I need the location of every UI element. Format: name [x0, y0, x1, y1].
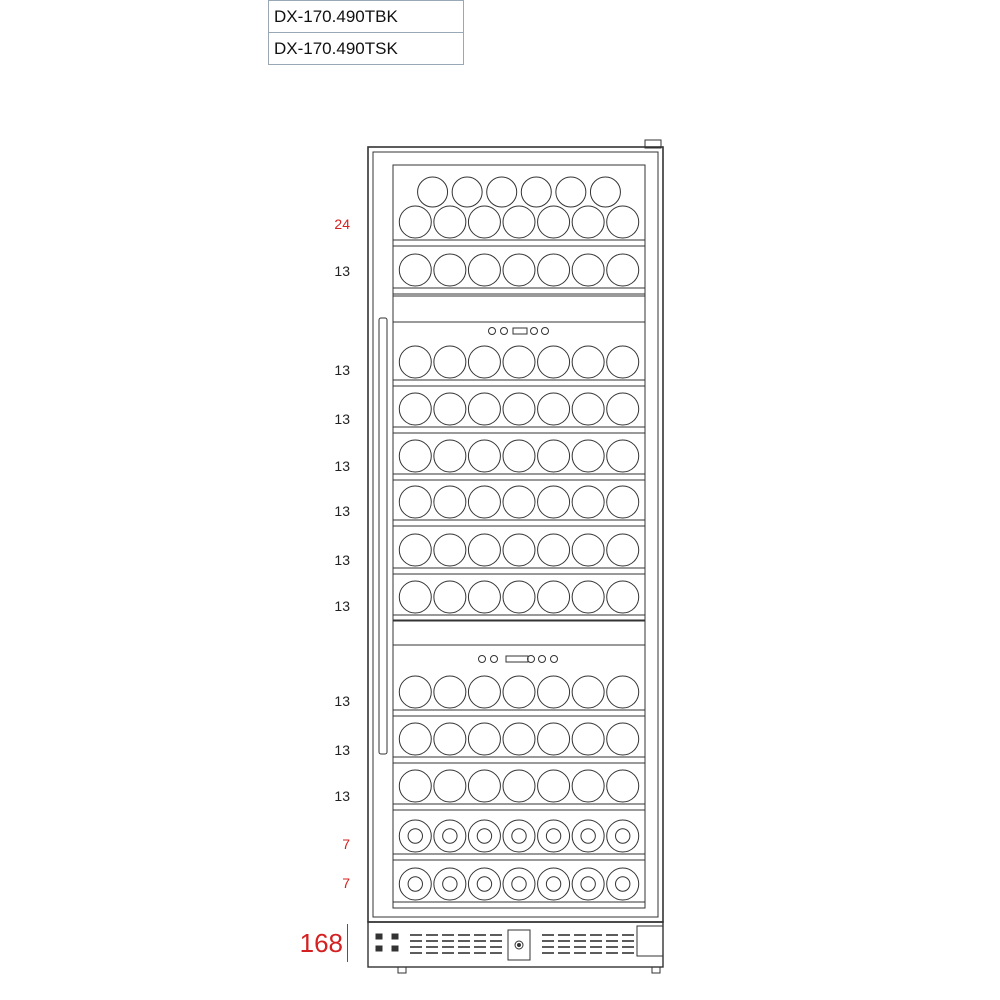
bottle-end — [503, 770, 535, 802]
bottle-end — [503, 581, 535, 613]
bottle-neck — [512, 877, 526, 891]
bottle-neck — [443, 829, 457, 843]
bottle-end — [434, 206, 466, 238]
shelf-row — [393, 177, 645, 246]
bottle-end — [538, 486, 570, 518]
bottle-end — [538, 581, 570, 613]
bottle-end — [468, 820, 500, 852]
bottle-end — [538, 254, 570, 286]
bottle-end — [434, 723, 466, 755]
bottle-end — [538, 206, 570, 238]
bottle-neck — [408, 829, 422, 843]
shelf-row — [393, 581, 645, 621]
bottle-end — [590, 177, 620, 207]
bottle-end — [399, 868, 431, 900]
bottle-neck — [616, 877, 630, 891]
bottle-neck — [581, 877, 595, 891]
shelves — [393, 177, 645, 908]
bottle-end — [399, 346, 431, 378]
foot-right — [652, 967, 660, 973]
bottle-end — [538, 723, 570, 755]
bottle-end — [572, 254, 604, 286]
bottle-end — [572, 206, 604, 238]
bottle-end — [503, 393, 535, 425]
bottle-end — [468, 254, 500, 286]
bottle-end — [399, 534, 431, 566]
bottle-end — [607, 534, 639, 566]
bottle-end — [434, 440, 466, 472]
bottle-end — [468, 440, 500, 472]
bottle-end — [434, 346, 466, 378]
bottle-end — [538, 820, 570, 852]
shelf-row — [393, 868, 645, 908]
shelf-row — [393, 534, 645, 574]
bottle-end — [607, 440, 639, 472]
bottle-neck — [512, 829, 526, 843]
bottle-end — [503, 723, 535, 755]
bottle-end — [468, 346, 500, 378]
shelf-capacity-label: 13 — [334, 411, 350, 427]
temperature-display — [506, 656, 528, 662]
control-button[interactable] — [489, 328, 496, 335]
temperature-display — [513, 328, 527, 334]
bottle-end — [468, 486, 500, 518]
bottle-end — [434, 486, 466, 518]
bottle-end — [503, 254, 535, 286]
bottle-end — [452, 177, 482, 207]
bottle-end — [434, 676, 466, 708]
shelf-capacity-label: 13 — [334, 552, 350, 568]
bottle-end — [572, 820, 604, 852]
bottle-end — [572, 534, 604, 566]
bottle-end — [572, 393, 604, 425]
bottle-end — [538, 676, 570, 708]
bottle-end — [607, 486, 639, 518]
glass-pane — [393, 165, 645, 908]
bottle-end — [521, 177, 551, 207]
bottle-end — [607, 206, 639, 238]
bottle-neck — [477, 877, 491, 891]
bottle-end — [607, 581, 639, 613]
bottle-end — [572, 486, 604, 518]
total-capacity: 168 — [292, 924, 348, 962]
control-panel-upper — [393, 296, 645, 335]
bottle-end — [399, 440, 431, 472]
shelf-capacity-label: 13 — [334, 503, 350, 519]
bottle-end — [572, 868, 604, 900]
control-button[interactable] — [531, 328, 538, 335]
bottle-end — [538, 534, 570, 566]
ventilation-grille — [410, 935, 634, 953]
bottle-end — [607, 346, 639, 378]
bottle-end — [538, 346, 570, 378]
bottle-end — [399, 393, 431, 425]
bottle-end — [503, 346, 535, 378]
shelf-capacity-label: 13 — [334, 742, 350, 758]
bottle-end — [607, 676, 639, 708]
bottle-end — [538, 393, 570, 425]
bottle-end — [399, 723, 431, 755]
bottle-end — [538, 440, 570, 472]
bottle-end — [503, 440, 535, 472]
bottle-end — [468, 534, 500, 566]
bottle-end — [572, 581, 604, 613]
bottle-end — [572, 770, 604, 802]
bottle-end — [468, 723, 500, 755]
bottle-neck — [477, 829, 491, 843]
bottle-end — [607, 868, 639, 900]
bottle-end — [399, 486, 431, 518]
control-button[interactable] — [551, 656, 558, 663]
bottle-neck — [616, 829, 630, 843]
control-panels — [393, 296, 645, 663]
bottle-neck — [443, 877, 457, 891]
door-handle — [379, 318, 387, 754]
bottle-end — [607, 254, 639, 286]
bottle-end — [607, 393, 639, 425]
control-button[interactable] — [539, 656, 546, 663]
control-button[interactable] — [528, 656, 535, 663]
bottle-end — [434, 254, 466, 286]
bottle-end — [503, 676, 535, 708]
shelf-capacity-label: 13 — [334, 693, 350, 709]
shelf-capacity-label: 7 — [342, 836, 350, 852]
bottle-end — [572, 723, 604, 755]
shelf-capacity-label: 13 — [334, 362, 350, 378]
shelf-row — [393, 486, 645, 526]
control-button[interactable] — [501, 328, 508, 335]
shelf-capacity-label: 24 — [334, 216, 350, 232]
shelf-capacity-label: 13 — [334, 598, 350, 614]
bottle-end — [607, 820, 639, 852]
control-button[interactable] — [542, 328, 549, 335]
bottom-hinge — [637, 926, 663, 956]
bottle-end — [434, 820, 466, 852]
bottle-end — [572, 346, 604, 378]
bottle-end — [503, 206, 535, 238]
foot-left — [398, 967, 406, 973]
bottle-neck — [546, 877, 560, 891]
shelf-capacity-label: 13 — [334, 263, 350, 279]
bottle-end — [434, 393, 466, 425]
shelf-row — [393, 676, 645, 716]
shelf-row — [393, 723, 645, 763]
shelf-row — [393, 346, 645, 386]
bottle-end — [434, 534, 466, 566]
shelf-row — [393, 820, 645, 860]
shelf-row — [393, 393, 645, 433]
bottle-end — [399, 770, 431, 802]
bottle-end — [468, 581, 500, 613]
shelf-row — [393, 440, 645, 480]
bottle-end — [503, 868, 535, 900]
bottle-end — [538, 770, 570, 802]
control-button[interactable] — [479, 656, 486, 663]
bottle-end — [468, 676, 500, 708]
model-code-tbk: DX-170.490TBK — [269, 1, 464, 33]
bottle-end — [538, 868, 570, 900]
shelf-row — [393, 770, 645, 810]
bottle-end — [572, 676, 604, 708]
bottle-end — [503, 486, 535, 518]
bottle-end — [434, 581, 466, 613]
bottle-end — [418, 177, 448, 207]
shelf-capacity-label: 13 — [334, 458, 350, 474]
bottle-end — [434, 770, 466, 802]
model-code-tsk: DX-170.490TSK — [269, 33, 464, 65]
bottle-end — [607, 723, 639, 755]
bottle-end — [434, 868, 466, 900]
bottle-end — [399, 820, 431, 852]
bottle-end — [487, 177, 517, 207]
bottle-end — [556, 177, 586, 207]
bottle-end — [607, 770, 639, 802]
bottle-end — [399, 676, 431, 708]
shelf-capacity-label: 13 — [334, 788, 350, 804]
shelf-row — [393, 254, 645, 294]
bottle-end — [468, 868, 500, 900]
bottle-end — [399, 581, 431, 613]
bottle-end — [399, 254, 431, 286]
bottle-neck — [408, 877, 422, 891]
shelf-capacity-label: 7 — [342, 875, 350, 891]
bottle-end — [399, 206, 431, 238]
bottle-neck — [546, 829, 560, 843]
bottle-end — [468, 770, 500, 802]
bottle-neck — [581, 829, 595, 843]
bottle-end — [468, 206, 500, 238]
bottle-end — [572, 440, 604, 472]
bottle-end — [503, 820, 535, 852]
bottle-row-upper — [418, 177, 621, 207]
control-button[interactable] — [491, 656, 498, 663]
bottle-end — [468, 393, 500, 425]
control-panel-lower — [393, 620, 645, 663]
bottle-end — [503, 534, 535, 566]
